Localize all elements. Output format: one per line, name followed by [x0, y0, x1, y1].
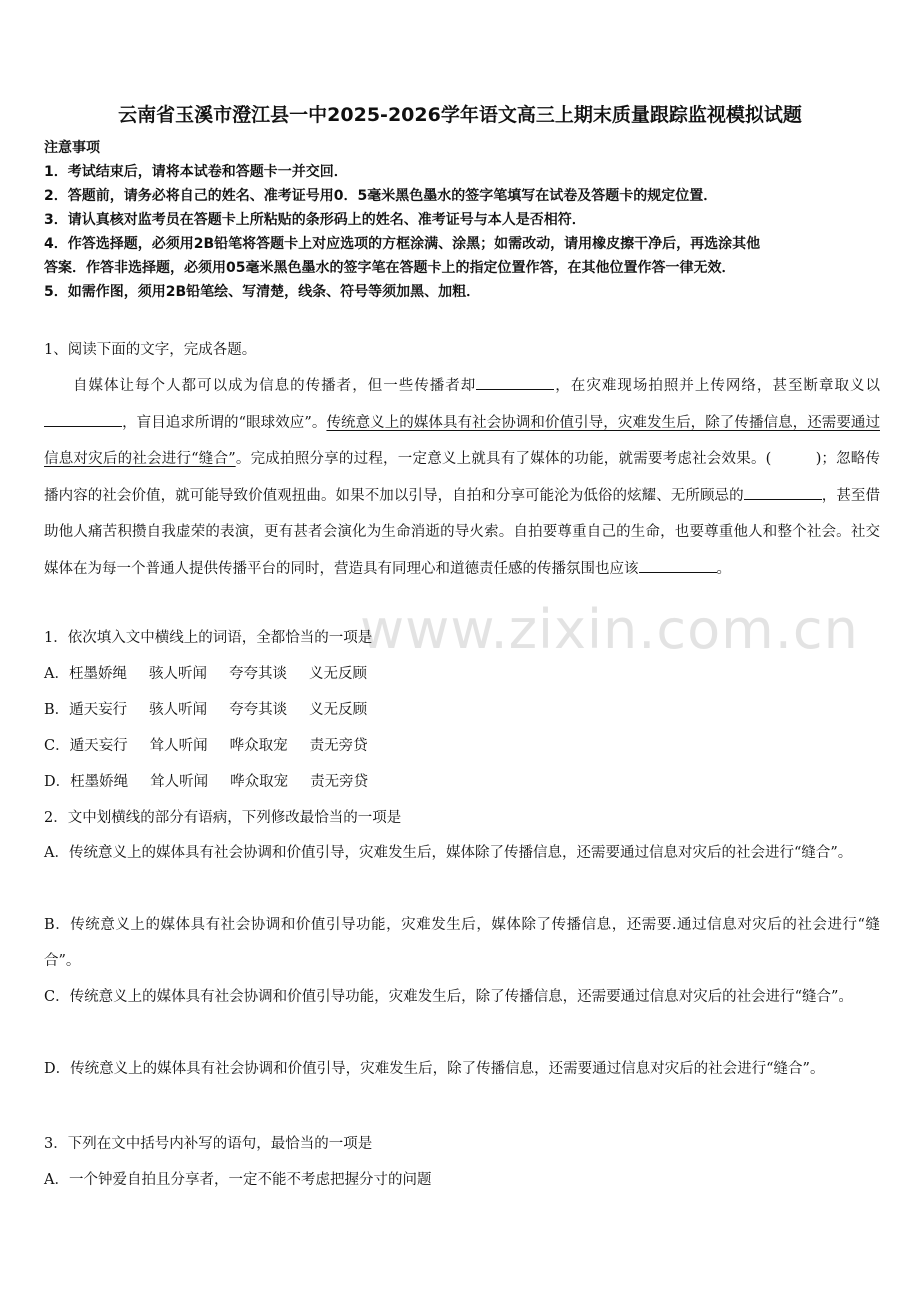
question-intro: 1、阅读下面的文字，完成各题。 [44, 342, 257, 358]
sub1-stem: 1．依次填入文中横线上的词语，全都恰当的一项是 [44, 630, 373, 646]
option-label: B． [44, 702, 70, 718]
option-word: 哗众取宠 [230, 774, 289, 790]
notes-section [44, 136, 880, 304]
option-word: 枉墨娇绳 [70, 774, 129, 790]
watermark: www.zixin.com.cn [360, 598, 859, 661]
passage-text: ，盲目追求所谓的“眼球效应”。 [122, 414, 327, 431]
exam-title: 云南省玉溪市澄江县一中2025-2026学年语文高三上期末质量跟踪监视模拟试题 [118, 104, 802, 126]
option-word: 骇人听闻 [148, 666, 207, 682]
option-word: 骇人听闻 [149, 702, 208, 718]
option-word: 责无旁贷 [309, 738, 368, 754]
reading-passage [44, 368, 880, 587]
notes-item: 答案．作答非选择题，必须用05毫米黑色墨水的签字笔在答题卡上的指定位置作答，在其他位置作答一律无效． [44, 260, 736, 276]
sub2-option-b: B．传统意义上的媒体具有社会协调和价值引导功能，灾难发生后，媒体除了传播信息，还需要.通过信息对灾后的社会进行“缝合”。 [44, 917, 880, 969]
sub2-option-a: A．传统意义上的媒体具有社会协调和价值引导，灾难发生后，媒体除了传播信息，还需要通过信息对灾后的社会进行“缝合”。 [44, 845, 853, 861]
sub2-option-d: D．传统意义上的媒体具有社会协调和价值引导，灾难发生后，除了传播信息，还需要通过信息对灾后的社会进行“缝合”。 [44, 1061, 825, 1077]
fill-blank [44, 412, 122, 427]
fill-blank [639, 558, 717, 573]
option-label: D． [44, 774, 71, 790]
passage-text: ，在灾难现场拍照并上传网络，甚至断章取义以 [554, 378, 881, 394]
sub3-option-a: A．一个钟爱自拍且分享者，一定不能不考虑把握分寸的问题 [44, 1172, 432, 1188]
notes-heading: 注意事项 [44, 140, 100, 156]
sub2-option-c: C．传统意义上的媒体具有社会协调和价值引导功能，灾难发生后，除了传播信息，还需要通过信息对灾后的社会进行“缝合”。 [44, 989, 853, 1005]
passage-text: ，甚至借助他人痛苦积攒自我虚荣的表演，更有甚者会演化为生命消逝的导火索。自拍要尊重自己的生命，也要尊重他人和整个社会。社交媒体在为每一个普通人提供传播平台的同时，营造具有同理心和道德责任感的传播氛围也应该 [44, 487, 881, 577]
option-word: 夸夸其谈 [228, 666, 287, 682]
notes-item: 3．请认真核对监考员在答题卡上所粘贴的条形码上的姓名、准考证号与本人是否相符． [44, 212, 586, 228]
notes-item: 5．如需作图，须用2B铅笔绘、写清楚，线条、符号等须加黑、加粗． [44, 284, 481, 300]
passage-text: 。 [716, 560, 731, 577]
option-word: 耸人听闻 [150, 774, 209, 790]
notes-item: 2．答题前，请务必将自己的姓名、准考证号用0．5毫米黑色墨水的签字笔填写在试卷及答题卡的规定位置． [44, 188, 718, 204]
option-d [44, 770, 368, 791]
fill-blank [744, 485, 822, 500]
option-word: 夸夸其谈 [229, 702, 288, 718]
option-word: 遁天妄行 [69, 702, 128, 718]
passage-text: 自媒体让每个人都可以成为信息的传播者，但一些传播者却 [73, 378, 477, 394]
option-label: C． [44, 738, 70, 754]
sub2-stem: 2．文中划横线的部分有语病，下列修改最恰当的一项是 [44, 810, 402, 826]
option-c [44, 734, 368, 755]
option-word: 哗众取宠 [229, 738, 288, 754]
option-word: 遁天妄行 [69, 738, 128, 754]
underlined-sentence: 传统意义上的媒体具有社会协调和价值引导，灾难发生后，除了传播信息，还需要通过信息对灾后的社会进行“缝合” [44, 414, 880, 467]
option-word: 责无旁贷 [310, 774, 369, 790]
option-b [44, 698, 367, 719]
fill-blank [476, 375, 554, 390]
option-word: 义无反顾 [308, 666, 367, 682]
sub3-stem: 3．下列在文中括号内补写的语句，最恰当的一项是 [44, 1136, 373, 1152]
option-word: 义无反顾 [309, 702, 368, 718]
option-word: 耸人听闻 [149, 738, 208, 754]
option-label: A． [44, 666, 69, 682]
option-word: 枉墨娇绳 [68, 666, 127, 682]
option-a [44, 662, 367, 683]
notes-item: 1．考试结束后，请将本试卷和答题卡一并交回． [44, 164, 348, 180]
passage-text: 。完成拍照分享的过程，一定意义上就具有了媒体的功能，就需要考虑社会效果。( )；忽略传播内容的社会价值，就可能导致价值观扭曲。如果不加以引导，自拍和分享可能沦为低俗的炫耀、无所顾忌的 [44, 451, 881, 504]
notes-item: 4．作答选择题，必须用2B铅笔将答题卡上对应选项的方框涂满、涂黑；如需改动，请用橡皮擦干净后，再选涂其他 [44, 236, 761, 252]
